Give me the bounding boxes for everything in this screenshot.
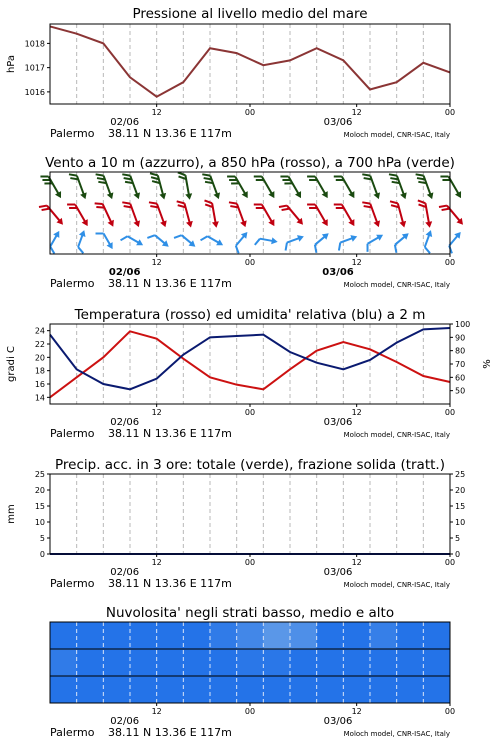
barb-feather — [389, 172, 397, 178]
wind-barb — [335, 233, 359, 250]
barb-feather — [149, 200, 157, 206]
wind-barb — [255, 235, 278, 249]
location-name: Palermo — [50, 127, 95, 140]
cloud-cell — [370, 622, 397, 649]
barb-head — [455, 191, 464, 200]
wind-barb — [389, 171, 409, 202]
date-label: 03/06 — [323, 117, 353, 128]
barb-head — [350, 233, 358, 242]
x-tick-label: 00 — [444, 707, 456, 716]
wind-barb — [67, 199, 91, 229]
cloud-cell — [290, 676, 317, 703]
cloud-cell — [397, 622, 424, 649]
barb-head — [373, 192, 382, 200]
wind-barb — [362, 171, 382, 202]
cloud-cell — [263, 622, 290, 649]
cloud-cell — [77, 622, 104, 649]
cloud-cell — [423, 622, 450, 649]
cloud-cell — [157, 622, 184, 649]
location-name: Palermo — [50, 427, 95, 440]
y-tick-label-right: 25 — [455, 470, 466, 479]
wind-barb — [440, 171, 464, 201]
cloud-cell — [50, 649, 77, 676]
barb-head — [136, 239, 145, 248]
cloud-cell — [183, 622, 210, 649]
date-label: 02/06 — [108, 267, 141, 278]
barb-head — [107, 242, 116, 251]
wind-barb — [420, 229, 437, 253]
barb-head — [425, 221, 433, 228]
y-tick-label-right: 15 — [455, 502, 466, 511]
y-tick-label-right: 90 — [455, 333, 466, 343]
wind-barb — [307, 199, 331, 229]
y-axis-label: hPa — [6, 54, 17, 74]
barb-feather — [312, 245, 320, 253]
cloud-cell — [103, 622, 130, 649]
x-tick-label: 12 — [351, 108, 362, 117]
x-tick-label: 00 — [244, 258, 256, 267]
cloud-cell — [183, 649, 210, 676]
location-name: Palermo — [50, 577, 95, 590]
x-tick-label: 12 — [351, 258, 362, 267]
barb-head — [160, 220, 169, 228]
cloud-cell — [263, 649, 290, 676]
barb-head — [79, 229, 88, 237]
x-tick-label: 00 — [444, 258, 456, 267]
barb-feather — [440, 173, 448, 180]
cloud-cell — [77, 649, 104, 676]
chart-title: Temperatura (rosso) ed umidita' relativa (blu) a 2 m — [74, 307, 426, 323]
barb-head — [186, 221, 194, 229]
x-tick-label: 00 — [444, 558, 456, 567]
wind-barb — [39, 200, 66, 229]
cloud-cell — [343, 676, 370, 703]
y-tick-label: 16 — [34, 380, 45, 389]
barb-head — [240, 220, 249, 228]
pressure-line — [50, 26, 450, 96]
y-tick-label-right: 20 — [455, 486, 466, 495]
cloud-cell — [210, 622, 237, 649]
wind-barb — [121, 231, 145, 251]
wind-barb — [45, 229, 65, 253]
y-tick-label: 20 — [34, 486, 45, 495]
barb-feather — [229, 200, 237, 206]
cloud-cell — [157, 676, 184, 703]
chart-title: Pressione al livello medio del mare — [132, 6, 368, 22]
model-credit: Moloch model, CNR-ISAC, Italy — [343, 281, 450, 289]
date-label: 02/06 — [110, 417, 140, 428]
cloud-cell — [237, 649, 264, 676]
wind-barb — [69, 171, 89, 202]
y-tick-label-right: 10 — [455, 518, 466, 527]
barb-feather — [122, 200, 130, 206]
date-label: 03/06 — [323, 417, 353, 428]
y-tick-label-right: 50 — [455, 386, 466, 396]
barb-head — [295, 191, 304, 200]
barb-feather — [280, 173, 288, 180]
location-coords: 38.11 N 13.36 E 117m — [108, 726, 232, 739]
barb-feather — [307, 201, 315, 208]
y-tick-label: 14 — [34, 393, 45, 403]
wind-barb — [254, 199, 278, 229]
barb-feather — [96, 172, 104, 178]
location-coords: 38.11 N 13.36 E 117m — [108, 277, 232, 290]
y-tick-label: 5 — [39, 534, 45, 543]
wind-barb — [96, 171, 116, 202]
barb-feather — [48, 246, 56, 253]
y-tick-label-right: 5 — [455, 534, 461, 543]
x-tick-label: 00 — [444, 108, 456, 117]
barb-feather — [121, 234, 128, 242]
barb-head — [55, 191, 64, 200]
x-tick-label: 12 — [351, 408, 362, 417]
date-label: 03/06 — [322, 267, 354, 278]
barb-feather — [233, 246, 241, 254]
barb-feather — [77, 247, 85, 253]
wind-barb — [418, 199, 433, 229]
x-tick-label: 00 — [244, 558, 256, 567]
wind-barb — [310, 231, 334, 253]
barb-head — [348, 219, 357, 228]
model-credit: Moloch model, CNR-ISAC, Italy — [343, 431, 450, 439]
cloud-cell — [50, 622, 77, 649]
cloud-cell — [103, 676, 130, 703]
wind-barb — [390, 199, 408, 230]
barb-feather — [334, 201, 342, 208]
barb-feather — [254, 173, 262, 180]
barb-head — [133, 192, 142, 200]
date-label: 03/06 — [323, 716, 353, 727]
cloud-cell — [210, 649, 237, 676]
model-credit: Moloch model, CNR-ISAC, Italy — [343, 131, 450, 139]
wind-barb — [334, 171, 358, 201]
cloud-cell — [263, 676, 290, 703]
wind-barb — [254, 171, 278, 201]
plot-frame — [50, 24, 450, 104]
cloud-cell — [210, 676, 237, 703]
cloud-cell — [77, 676, 104, 703]
y-tick-label: 18 — [34, 366, 45, 376]
barb-head — [271, 237, 278, 245]
cloud-cell — [423, 676, 450, 703]
x-tick-label: 00 — [244, 408, 256, 417]
y-axis-label-right: % — [482, 359, 493, 369]
cloud-cell — [130, 649, 157, 676]
barb-feather — [392, 245, 400, 253]
cloud-cell — [423, 649, 450, 676]
x-tick-label: 00 — [244, 707, 256, 716]
barb-head — [159, 193, 167, 201]
barb-head — [426, 229, 435, 237]
wind-barb — [95, 199, 117, 230]
model-credit: Moloch model, CNR-ISAC, Italy — [343, 730, 450, 738]
wind-barb — [201, 231, 225, 251]
barb-head — [108, 220, 117, 228]
y-tick-label: 1016 — [24, 87, 45, 97]
wind-barb — [40, 171, 64, 201]
barb-head — [80, 192, 89, 200]
barb-head — [373, 220, 382, 228]
y-tick-label-right: 60 — [455, 373, 466, 383]
wind-barb — [122, 199, 142, 230]
location-coords: 38.11 N 13.36 E 117m — [108, 577, 232, 590]
chart-title: Nuvolosita' negli strati basso, medio e alto — [105, 605, 395, 621]
wind-barb — [362, 232, 386, 252]
barb-head — [268, 219, 277, 228]
wind-barb — [177, 199, 195, 230]
x-tick-label: 00 — [444, 408, 456, 417]
location-name: Palermo — [50, 277, 95, 290]
wind-barb — [416, 171, 436, 202]
date-label: 02/06 — [110, 567, 140, 578]
chart-title: Vento a 10 m (azzurro), a 850 hPa (rosso), a 700 hPa (verde) — [45, 155, 455, 171]
wind-barb — [282, 233, 306, 250]
y-tick-label-right: 80 — [455, 346, 466, 356]
barb-feather — [69, 172, 77, 178]
cloud-cell — [157, 649, 184, 676]
barb-head — [268, 191, 277, 200]
y-tick-label-right: 70 — [455, 360, 466, 369]
barb-head — [297, 233, 305, 242]
cloud-cell — [50, 676, 77, 703]
date-label: 02/06 — [110, 716, 140, 727]
wind-barb — [205, 199, 220, 229]
barb-feather — [40, 173, 48, 180]
x-tick-label: 12 — [151, 108, 162, 117]
y-tick-label: 0 — [39, 550, 45, 559]
barb-head — [216, 239, 225, 248]
wind-barb — [202, 171, 222, 202]
barb-feather — [147, 233, 155, 241]
barb-head — [107, 192, 116, 200]
wind-barb — [96, 228, 116, 252]
wind-barb — [73, 229, 90, 253]
barb-feather — [337, 243, 343, 251]
barb-head — [213, 192, 222, 200]
cloud-cell — [130, 676, 157, 703]
barb-feather — [202, 172, 210, 178]
cloud-cell — [183, 676, 210, 703]
y-tick-label-right: 0 — [455, 550, 461, 559]
barb-feather — [96, 230, 104, 237]
cloud-cell — [237, 676, 264, 703]
barb-feather — [255, 238, 260, 246]
cloud-cell — [397, 649, 424, 676]
x-tick-label: 12 — [151, 707, 162, 716]
cloud-cell — [370, 649, 397, 676]
x-tick-label: 12 — [351, 707, 362, 716]
cloud-cell — [370, 676, 397, 703]
barb-feather — [283, 243, 289, 251]
barb-head — [82, 219, 91, 228]
cloud-cell — [343, 649, 370, 676]
barb-feather — [447, 246, 455, 254]
wind-barb — [280, 171, 304, 201]
barb-feather — [416, 172, 424, 178]
x-tick-label: 12 — [151, 558, 162, 567]
barb-feather — [227, 173, 235, 180]
wind-barb — [178, 171, 193, 201]
barb-feather — [334, 173, 342, 180]
wind-barb — [439, 200, 466, 229]
cloud-cell — [397, 676, 424, 703]
barb-head — [242, 191, 251, 200]
barb-head — [399, 221, 407, 229]
location-coords: 38.11 N 13.36 E 117m — [108, 127, 232, 140]
chart-title: Precip. acc. in 3 ore: totale (verde), frazione solida (tratt.) — [55, 457, 445, 473]
wind-barb — [362, 199, 382, 230]
y-tick-label: 24 — [34, 326, 45, 336]
barb-feather — [95, 200, 103, 207]
cloud-cell — [103, 649, 130, 676]
barb-feather — [122, 172, 130, 178]
x-tick-label: 12 — [151, 408, 162, 417]
date-label: 02/06 — [110, 117, 140, 128]
cloud-cell — [130, 622, 157, 649]
wind-barb — [122, 171, 142, 202]
y-tick-label: 22 — [34, 340, 45, 349]
y-tick-label: 1017 — [24, 63, 45, 73]
plot-frame — [50, 474, 450, 554]
temperature-line — [50, 331, 450, 397]
barb-head — [322, 219, 331, 228]
barb-feather — [201, 234, 208, 242]
cloud-cell — [237, 622, 264, 649]
x-tick-label: 12 — [351, 558, 362, 567]
location-coords: 38.11 N 13.36 E 117m — [108, 427, 232, 440]
cloud-cell — [317, 676, 344, 703]
cloud-cell — [290, 649, 317, 676]
plot-frame — [50, 172, 450, 254]
barb-head — [427, 192, 436, 200]
wind-barb — [390, 231, 414, 253]
cloud-cell — [290, 622, 317, 649]
wind-barb — [227, 171, 251, 201]
barb-feather — [307, 173, 315, 180]
barb-head — [53, 229, 62, 238]
barb-feather — [174, 233, 182, 241]
barb-head — [322, 191, 331, 200]
barb-feather — [362, 172, 370, 178]
cloud-cell — [343, 622, 370, 649]
wind-barb — [174, 230, 198, 252]
barb-head — [133, 220, 142, 228]
x-tick-label: 00 — [244, 108, 256, 117]
barb-head — [212, 221, 220, 228]
wind-barb — [307, 171, 331, 201]
location-name: Palermo — [50, 726, 95, 739]
wind-barb — [149, 199, 169, 230]
barb-feather — [423, 247, 431, 253]
cloud-cell — [317, 622, 344, 649]
barb-feather — [254, 201, 262, 208]
wind-barb — [444, 230, 466, 254]
wind-barb — [229, 199, 249, 230]
y-tick-label: 15 — [34, 502, 45, 511]
y-tick-label-right: 100 — [455, 320, 471, 329]
y-tick-label: 25 — [34, 470, 45, 479]
barb-head — [400, 192, 409, 200]
date-label: 03/06 — [323, 567, 353, 578]
wind-barb — [231, 230, 253, 254]
y-axis-label: mm — [6, 504, 17, 524]
y-tick-label: 1018 — [24, 39, 45, 49]
y-axis-label: gradi C — [6, 346, 17, 382]
y-tick-label: 20 — [34, 353, 45, 363]
cloud-cell — [317, 649, 344, 676]
barb-feather — [362, 200, 370, 206]
barb-feather — [67, 201, 75, 208]
barb-head — [348, 191, 357, 200]
y-tick-label: 10 — [34, 518, 45, 527]
barb-head — [376, 232, 385, 241]
wind-barb — [334, 199, 358, 229]
barb-head — [185, 193, 193, 200]
wind-barb — [279, 200, 306, 229]
wind-barb — [147, 230, 171, 252]
model-credit: Moloch model, CNR-ISAC, Italy — [343, 581, 450, 589]
wind-barb — [150, 171, 168, 202]
x-tick-label: 12 — [151, 258, 162, 267]
